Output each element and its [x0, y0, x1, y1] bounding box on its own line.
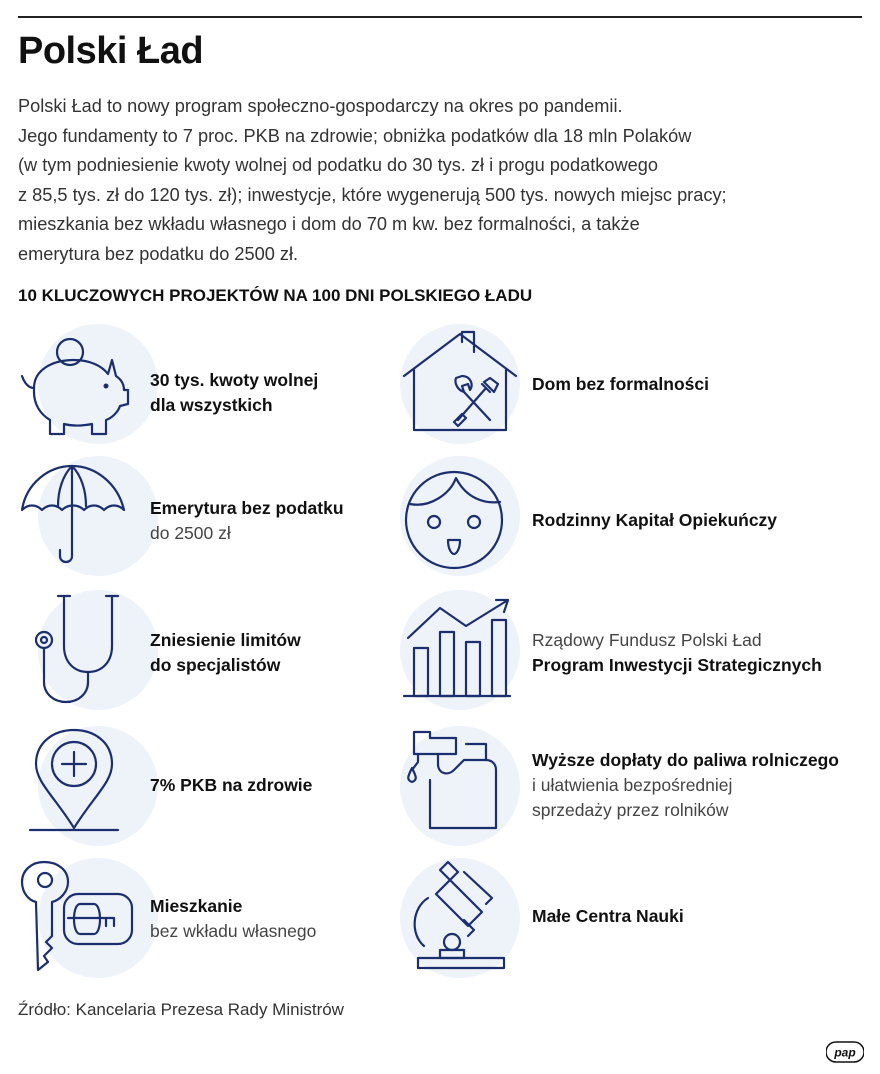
project-item-nauka: [400, 862, 820, 972]
project-item-mieszkanie: [18, 862, 438, 972]
house-tools-icon: [400, 330, 540, 440]
project-item-dom: [400, 330, 820, 440]
umbrella-icon: [18, 464, 158, 574]
pap-logo: [826, 1040, 864, 1064]
section-heading: 10 KLUCZOWYCH PROJEKTÓW NA 100 DNI POLSKIEGO ŁADU: [18, 286, 533, 305]
piggy-bank-icon: [18, 330, 158, 440]
project-label: Dom bez formalności: [532, 374, 709, 394]
stethoscope-icon: [18, 596, 158, 706]
intro-line: mieszkania bez wkładu własnego i dom do 70 m kw. bez formalności, a także: [18, 214, 640, 234]
project-label: 7% PKB na zdrowie: [150, 775, 313, 795]
microscope-icon: [400, 862, 540, 972]
svg-text:pap: pap: [834, 1045, 856, 1060]
intro-line: z 85,5 tys. zł do 120 tys. zł); inwestycje, które wygenerują 500 tys. nowych miejsc pracy;: [18, 184, 727, 205]
project-label: Mieszkanie bez wkładu własnego: [150, 896, 317, 941]
project-label: 30 tys. kwoty wolnej dla wszystkich: [150, 370, 319, 415]
fuel-canister-icon: [400, 730, 540, 840]
project-item-kapital: [400, 464, 820, 574]
project-item-fundusz: [400, 596, 820, 706]
bar-chart-growth-icon: [400, 596, 540, 706]
map-pin-plus-icon: [18, 730, 158, 840]
key-icon: [18, 862, 158, 972]
project-label: Zniesienie limitów do specjalistów: [150, 630, 301, 675]
page-title: Polski Ład: [18, 30, 204, 72]
project-item-pkb: [18, 730, 438, 840]
project-label: Wyższe dopłaty do paliwa rolniczego i ułatwienia bezpośredniej sprzedaży przez rolników: [532, 750, 839, 820]
project-item-emerytura: [18, 464, 438, 574]
project-item-paliwo: [400, 730, 839, 840]
intro-line: (w tym podniesienie kwoty wolnej od podatku do 30 tys. zł i progu podatkowego: [18, 155, 658, 175]
project-label: Małe Centra Nauki: [532, 906, 684, 926]
intro-line: Jego fundamenty to 7 proc. PKB na zdrowie; obniżka podatków dla 18 mln Polaków: [18, 125, 692, 146]
intro-line: Polski Ład to nowy program społeczno-gospodarczy na okres po pandemii.: [18, 96, 623, 116]
project-label: Rodzinny Kapitał Opiekuńczy: [532, 510, 778, 530]
intro-line: emerytura bez podatku do 2500 zł.: [18, 243, 299, 264]
project-label: Emerytura bez podatku do 2500 zł: [150, 498, 344, 543]
project-item-kwota-wolna: [18, 330, 438, 440]
top-rule: [18, 16, 862, 18]
intro-paragraph: [18, 92, 864, 269]
source-note: Źródło: Kancelaria Prezesa Rady Ministrów: [18, 1000, 344, 1019]
child-face-icon: [400, 464, 540, 574]
project-item-limity: [18, 596, 438, 706]
project-label: Rządowy Fundusz Polski Ład Program Inwestycji Strategicznych: [532, 630, 822, 675]
